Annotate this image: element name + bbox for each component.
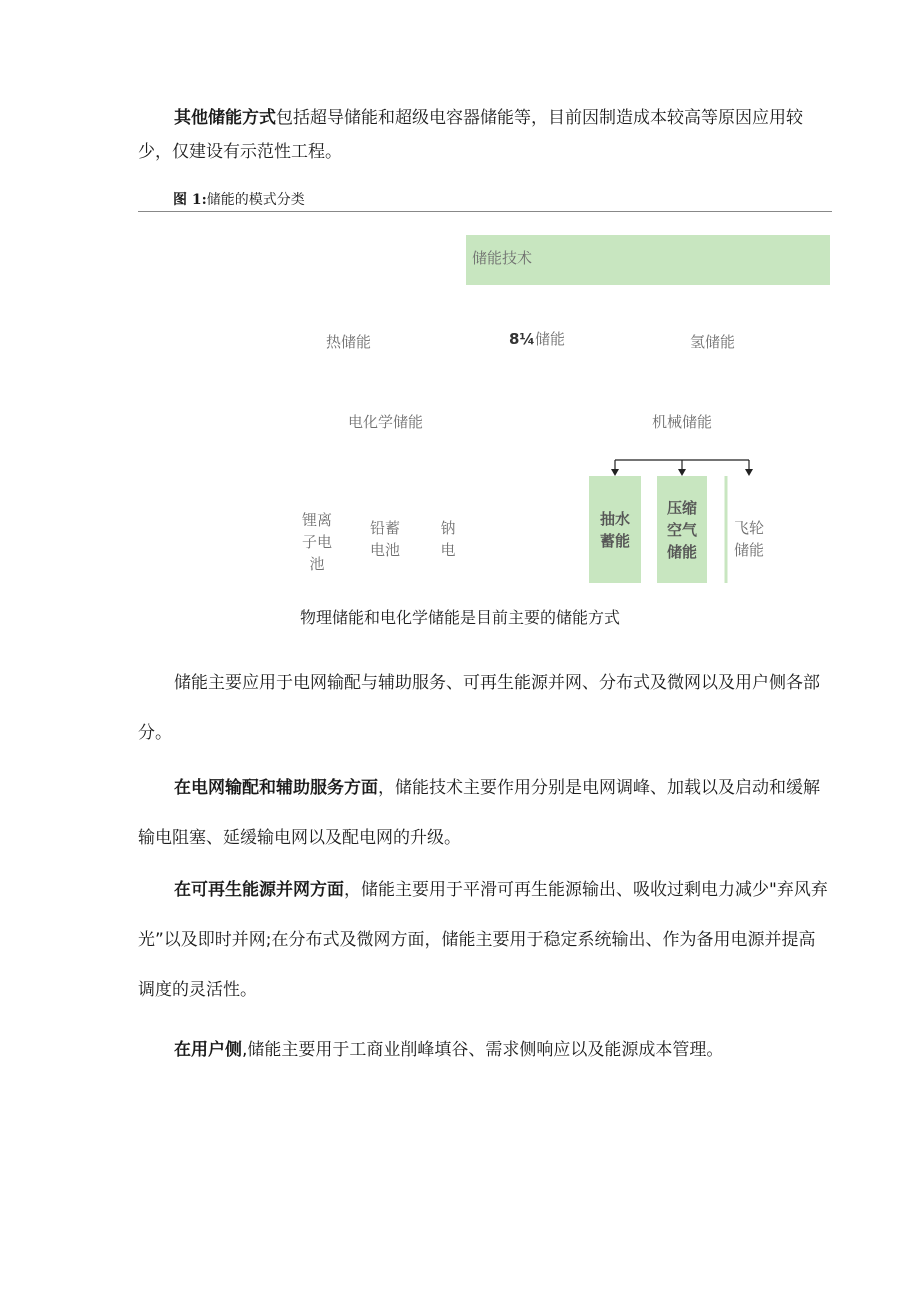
root-node — [466, 235, 830, 285]
paragraph-text: 包括超导储能和超级电容器储能等，目前因制造成本较高等原因应用较少，仅建设有示范性工程。 — [138, 108, 803, 162]
node-thermal: 热储能 — [326, 333, 372, 351]
bold-lead: 其他储能方式 — [174, 108, 276, 128]
leaf-compressed-air: 压缩空气储能 — [657, 476, 707, 583]
caption-label: 图 1: — [173, 192, 207, 208]
figure-caption — [173, 189, 305, 209]
figure-summary: 物理储能和电化学储能是目前主要的储能方式 — [299, 608, 620, 627]
paragraph-text: ，储能主要用于平滑可再生能源输出、吸收过剩电力减少"弃风弃光”以及即时并网;在分布式及微网方面，储能主要用于稳定系统输出、作为备用电源并提高调度的灵活性。 — [138, 880, 828, 1000]
bold-lead: 在电网输配和辅助服务方面 — [174, 778, 378, 798]
node-electrochemical: 电化学储能 — [348, 413, 424, 431]
paragraph-other-storage — [138, 101, 832, 169]
bold-lead: 在可再生能源并网方面 — [174, 880, 344, 900]
bold-lead: 在用户侧 — [174, 1040, 242, 1060]
leaf-flywheel: 飞轮储能 — [733, 519, 764, 559]
paragraph-user-side — [138, 1025, 832, 1075]
paragraph-text: ,储能主要用于工商业削峰填谷、需求侧响应以及能源成本管理。 — [242, 1040, 724, 1060]
paragraph-text: ，储能技术主要作用分别是电网调峰、加载以及启动和缓解输电阻塞、延缓输电网以及配电网的升级。 — [138, 778, 820, 848]
caption-text: 储能的模式分类 — [206, 192, 305, 208]
node-garbled — [509, 328, 565, 349]
garbled-suffix: 储能 — [534, 330, 565, 348]
node-mechanical: 机械储能 — [652, 413, 713, 431]
root-label: 储能技术 — [472, 249, 533, 267]
leaf-lithium: 锂离子电池 — [301, 511, 332, 573]
paragraph-text: 储能主要应用于电网输配与辅助服务、可再生能源并网、分布式及微网以及用户侧各部分。 — [138, 673, 820, 743]
caption-rule — [138, 211, 832, 212]
node-hydrogen: 氢储能 — [690, 333, 736, 351]
paragraph-applications — [138, 658, 832, 758]
leaf-lead-acid: 铅蓄电池 — [369, 519, 400, 559]
paragraph-renewable — [138, 865, 832, 1015]
leaf-sodium: 钠电 — [440, 519, 456, 559]
paragraph-grid — [138, 763, 832, 863]
leaf-pumped-hydro: 抽水蓄能 — [589, 476, 641, 583]
garbled-glyphs: 8¼ — [509, 330, 535, 348]
